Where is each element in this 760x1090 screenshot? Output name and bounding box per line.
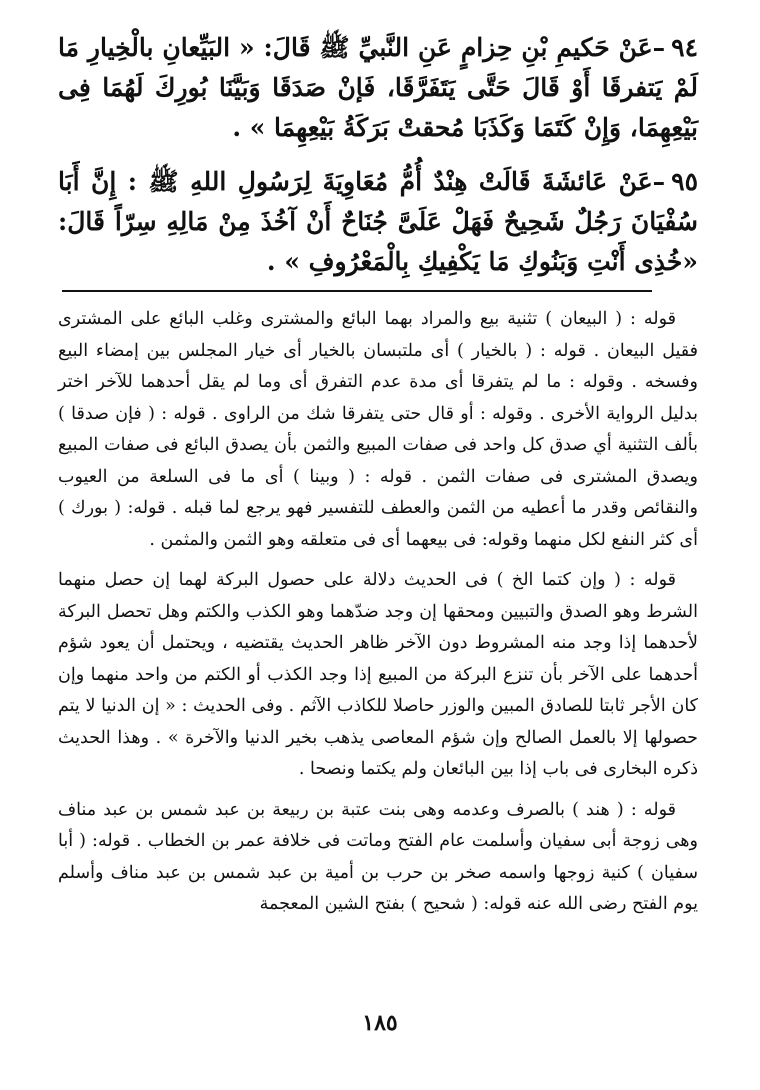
hadith-number: ٩٥ [671,167,698,196]
section-divider [62,290,652,292]
hadith-94 [58,28,698,148]
hadith-section [58,28,698,296]
hadith-95 [58,162,698,282]
commentary-text: قوله : ( البيعان ) تثنية بيع والمراد بهما البائع والمشترى وغلب البائع على المشترى فقيل البيعان . قوله : ( بالخيار ) أى ملتبسان بالخيار أى خيار المجلس بين إمضاء البيع وفسخه . وقوله : ما لم يتفرقا أى مدة عدم التفرق أى وما لم يقل أحدهما للآخر اختر بدليل الرواية الأخرى . وقوله : أو قال حتى يتفرقا شك من الراوى . قوله : ( فإن صدقا ) بألف التثنية أي صدق كل واحد فى صفات المبيع والثمن بأن يصدق البائع فى صفات المبيع ويصدق المشترى فى صفات الثمن . قوله : ( وبينا ) أى ما فى السلعة من العيوب والنقائص وقدر ما أعطيه من الثمن والعطف للتفسير فهو يرجع لما قبله . قوله: ( بورك ) أى كثر النفع لكل منهما وقوله: فى بيعهما أى فى متعلقه وهو الثمن والمثمن . [58,309,698,550]
commentary-text: قوله : ( هند ) بالصرف وعدمه وهى بنت عتبة بن ربيعة بن عبد شمس بن عبد مناف وهى زوجة أبى سفيان وأسلمت عام الفتح وماتت فى خلافة عمر بن الخطاب . قوله: ( أبا سفيان ) كنية زوجها واسمه صخر بن حرب بن أمية بن عبد شمس بن عبد مناف وأسلم يوم الفتح رضى الله عنه قوله: ( شحيح ) بفتح الشين المعجمة [58,799,698,914]
hadith-number: ٩٤ [671,33,698,62]
commentary-paragraph [58,304,698,556]
commentary-paragraph [58,565,698,786]
commentary-paragraph [58,795,698,921]
page-number: ١٨٥ [362,1010,398,1036]
hadith-text: –عَنْ حَكيمِ بْنِ حِزامٍ عَنِ النَّبيِّ ﷺ قَالَ: « البَيِّعانِ بالْخِيارِ مَا لَمْ يَتفرقَا أَوْ قَالَ حَتَّى يَتَفَرَّقَا، فَإنْ صَدَقَا وَبَيَّنَا بُورِكَ لَهُمَا فِى بَيْعِهِمَا، وَإِنْ كَتَمَا وَكَذَبَا مُحقتْ بَرَكَةُ بَيْعِهِمَا » . [58,33,698,142]
hadith-text: –عَنْ عَائشَةَ قَالَتْ هِنْدٌ أُمُّ مُعَاوِيَةَ لِرَسُولِ اللهِ ﷺ : إِنَّ أَبَا سُفْيَانَ رَجُلٌ شَحِيحٌ فَهَلْ عَلَىَّ جُنَاحٌ أَنْ آخُذَ مِنْ مَالِهِ سِرّاً قَالَ: «خُذِى أَنْتِ وَبَنُوكِ مَا يَكْفِيكِ بِالْمَعْرُوفِ » . [58,167,698,276]
commentary-text: قوله : ( وإن كتما الخ ) فى الحديث دلالة على حصول البركة لهما إن حصل منهما الشرط وهو الصدق والتبيين ومحقها إن وجد ضدّهما وهو الكذب والكتم وهل تحصل البركة لأحدهما إذا وجد منه المشروط دون الآخر ظاهر الحديث يقتضيه ، ويحتمل أن يعود شؤم أحدهما على الآخر بأن تنزع البركة من المبيع إذا وجد الكذب أو الكتم من واحد منهما وإن كان الأجر ثابتا للصادق المبين والوزر حاصلا للكاذب الآثم . وفى الحديث : « إن الدنيا لا يتم حصولها إلا بالعمل الصالح وإن شؤم المعاصى يذهب بخير الدنيا والآخرة » . وهذا الحديث ذكره البخارى فى باب إذا بين البائعان ولم يكتما ونصحا . [58,570,698,779]
commentary-section [58,304,698,930]
